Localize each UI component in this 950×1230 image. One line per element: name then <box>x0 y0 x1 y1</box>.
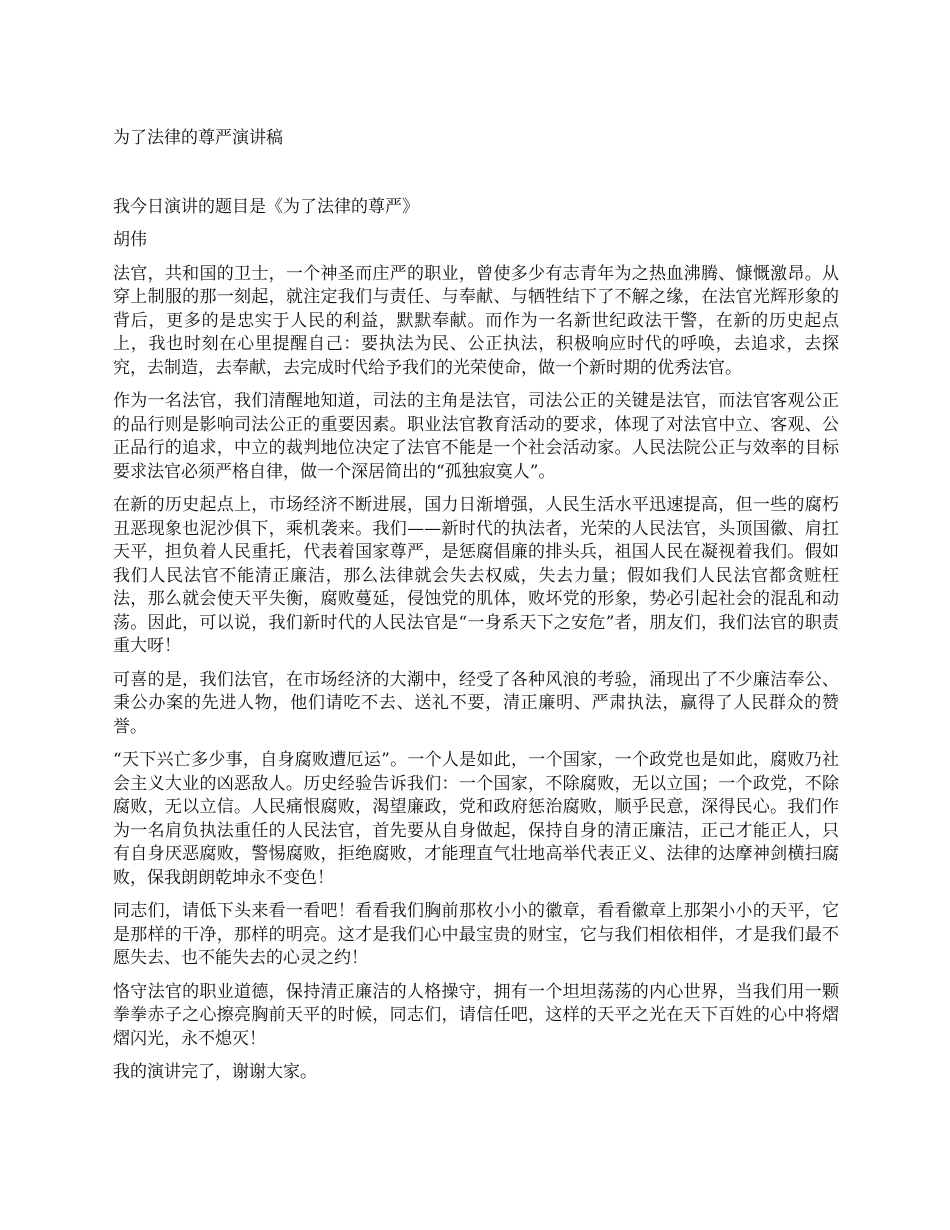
paragraph-7: 恪守法官的职业道德，保持清正廉洁的人格操守，拥有一个坦坦荡荡的内心世界，当我们用一颗拳拳赤子之心擦亮胸前天平的时候，同志们，请信任吧，这样的天平之光在天下百姓的心中将熠熠闪光，永不熄灭！ <box>113 981 839 1049</box>
document-page <box>113 127 839 1095</box>
document-title: 为了法律的尊严演讲稿 <box>113 128 283 148</box>
closing-paragraph: 我的演讲完了，谢谢大家。 <box>113 1062 317 1082</box>
paragraph-2: 作为一名法官，我们清醒地知道，司法的主角是法官，司法公正的关键是法官，而法官客观公正的品行则是影响司法公正的重要因素。职业法官教育活动的要求，体现了对法官中立、客观、公正品行的追求，中立的裁判地位决定了法官不能是一个社会活动家。人民法院公正与效率的目标要求法官必须严格自律，做一个深居简出的“孤独寂寞人”。 <box>113 391 839 482</box>
paragraph-5: “天下兴亡多少事，自身腐败遭厄运”。一个人是如此，一个国家，一个政党也是如此，腐败乃社会主义大业的凶恶敌人。历史经验告诉我们：一个国家，不除腐败，无以立国；一个政党，不除腐败，无以立信。人民痛恨腐败，渴望廉政，党和政府惩治腐败，顺乎民意，深得民心。我们作为一名肩负执法重任的人民法官，首先要从自身做起，保持自身的清正廉洁，正己才能正人，只有自身厌恶腐败，警惕腐败，拒绝腐败，才能理直气壮地高举代表正义、法律的达摩神剑横扫腐败，保我朗朗乾坤永不变色！ <box>113 750 839 888</box>
author-name: 胡伟 <box>113 230 147 250</box>
paragraph-4: 可喜的是，我们法官，在市场经济的大潮中，经受了各种风浪的考验，涌现出了不少廉洁奉公、秉公办案的先进人物，他们请吃不去、送礼不要，清正廉明、严肃执法，赢得了人民群众的赞誉。 <box>113 669 839 737</box>
speech-subtitle: 我今日演讲的题目是《为了法律的尊严》 <box>113 196 419 217</box>
paragraph-6: 同志们，请低下头来看一看吧！看看我们胸前那枚小小的徽章，看看徽章上那架小小的天平，它是那样的干净，那样的明亮。这才是我们心中最宝贵的财宝，它与我们相依相伴，才是我们最不愿失去、也不能失去的心灵之约！ <box>113 901 839 968</box>
paragraph-1: 法官，共和国的卫士，一个神圣而庄严的职业，曾使多少有志青年为之热血沸腾、慷慨激昂。从穿上制服的那一刻起，就注定我们与责任、与奉献、与牺牲结下了不解之缘，在法官光辉形象的背后，更多的是忠实于人民的利益，默默奉献。而作为一名新世纪政法干警，在新的历史起点上，我也时刻在心里提醒自己：要执法为民、公正执法，积极响应时代的呼唤，去追求，去探究，去制造，去奉献，去完成时代给予我们的光荣使命，做一个新时期的优秀法官。 <box>113 263 839 378</box>
paragraph-3: 在新的历史起点上，市场经济不断进展，国力日渐增强，人民生活水平迅速提高，但一些的腐朽丑恶现象也泥沙俱下，乘机袭来。我们——新时代的执法者，光荣的人民法官，头顶国徽、肩扛天平，担负着人民重托，代表着国家尊严，是惩腐倡廉的排头兵，祖国人民在凝视着我们。假如我们人民法官不能清正廉洁，那么法律就会失去权威，失去力量；假如我们人民法官都贪赃枉法，那么就会使天平失衡，腐败蔓延，侵蚀党的肌体，败坏党的形象，势必引起社会的混乱和动荡。因此，可以说，我们新时代的人民法官是“一身系天下之安危”者，朋友们，我们法官的职责重大呀！ <box>113 495 839 656</box>
